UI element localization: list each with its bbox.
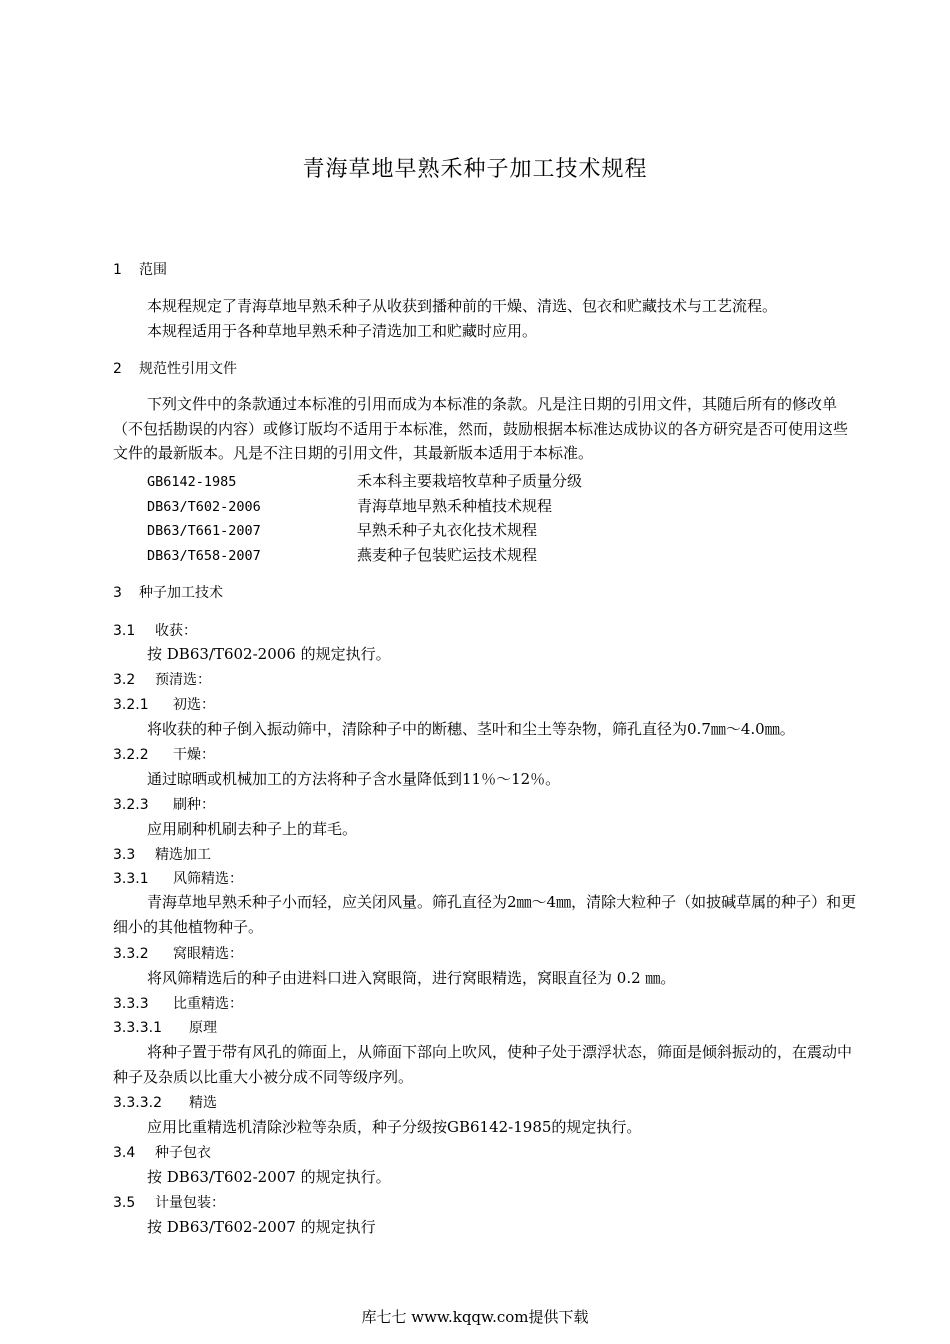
subsection-heading-3-3-3-2: 3.3.3.2 精选 — [113, 1095, 217, 1111]
subsection-text-3-3-3-1: 将种子置于带有风孔的筛面上，从筛面下部向上吹风，使种子处于漂浮状态，筛面是倾斜振动的，在震动中种子及杂质以比重大小被分成不同等级序列。 — [113, 1043, 853, 1086]
subsection-text-3-3-2: 将风筛精选后的种子由进料口进入窝眼筒，进行窝眼精选，窝眼直径为 0.2 ㎜。 — [147, 969, 676, 987]
subsection-heading-3-2: 3.2 预清选： — [113, 672, 211, 688]
subsection-text-3-4: 按 DB63/T602-2007 的规定执行。 — [147, 1168, 391, 1186]
reference-item: DB63/T602-2006 青海草地早熟禾种植技术规程 — [147, 497, 553, 515]
section-heading-1: 1 范围 — [113, 262, 167, 278]
subsection-heading-3-4: 3.4 种子包衣 — [113, 1145, 211, 1161]
section-heading-3: 3 种子加工技术 — [113, 585, 223, 601]
subsection-heading-3-3-2: 3.3.2 窝眼精选： — [113, 946, 243, 962]
subsection-text-3-3-3-2: 应用比重精选机清除沙粒等杂质，种子分级按GB6142-1985的规定执行。 — [147, 1118, 642, 1136]
reference-item: GB6142-1985 禾本科主要栽培牧草种子质量分级 — [147, 472, 583, 490]
subsection-heading-3-3-3-1: 3.3.3.1 原理 — [113, 1020, 217, 1036]
reference-item: DB63/T661-2007 早熟禾种子丸衣化技术规程 — [147, 521, 538, 539]
subsection-heading-3-1: 3.1 收获： — [113, 623, 197, 639]
scope-paragraph-2: 本规程适用于各种草地早熟禾种子清选加工和贮藏时应用。 — [147, 322, 538, 340]
document-title: 青海草地早熟禾种子加工技术规程 — [302, 157, 648, 182]
subsection-heading-3-2-2: 3.2.2 干燥： — [113, 747, 215, 763]
subsection-text-3-2-1: 将收获的种子倒入振动筛中，清除种子中的断穗、茎叶和尘土等杂物，筛孔直径为0.7㎜～4.0㎜。 — [147, 720, 795, 738]
scope-paragraph-1: 本规程规定了青海草地早熟禾种子从收获到播种前的干燥、清选、包衣和贮藏技术与工艺流程。 — [147, 297, 778, 315]
subsection-text-3-3-1: 青海草地早熟禾种子小而轻，应关闭风量。筛孔直径为2㎜～4㎜，清除大粒种子（如披碱草属的种子）和更细小的其他植物种子。 — [113, 893, 857, 936]
subsection-heading-3-3: 3.3 精选加工 — [113, 847, 211, 863]
subsection-text-3-2-3: 应用刷种机刷去种子上的茸毛。 — [147, 820, 358, 838]
reference-item: DB63/T658-2007 燕麦种子包装贮运技术规程 — [147, 546, 538, 564]
subsection-text-3-5: 按 DB63/T602-2007 的规定执行 — [147, 1218, 376, 1236]
subsection-heading-3-5: 3.5 计量包装： — [113, 1195, 225, 1211]
subsection-heading-3-2-3: 3.2.3 刷种： — [113, 797, 215, 813]
section-heading-2: 2 规范性引用文件 — [113, 361, 237, 377]
references-paragraph: 下列文件中的条款通过本标准的引用而成为本标准的条款。凡是注日期的引用文件，其随后所有的修改单（不包括勘误的内容）或修订版均不适用于本标准，然而，鼓励根据本标准达成协议的各方研究是否可使用这些文件的最新版本。凡是不注日期的引用文件，其最新版本适用于本标准。 — [113, 395, 849, 462]
subsection-text-3-1: 按 DB63/T602-2006 的规定执行。 — [147, 645, 391, 663]
footer-source: 库七七 www.kqqw.com提供下载 — [361, 1308, 589, 1326]
subsection-heading-3-3-1: 3.3.1 风筛精选： — [113, 871, 243, 887]
subsection-text-3-2-2: 通过晾晒或机械加工的方法将种子含水量降低到11％～12％。 — [147, 770, 561, 788]
subsection-heading-3-3-3: 3.3.3 比重精选： — [113, 996, 243, 1012]
subsection-heading-3-2-1: 3.2.1 初选： — [113, 697, 215, 713]
